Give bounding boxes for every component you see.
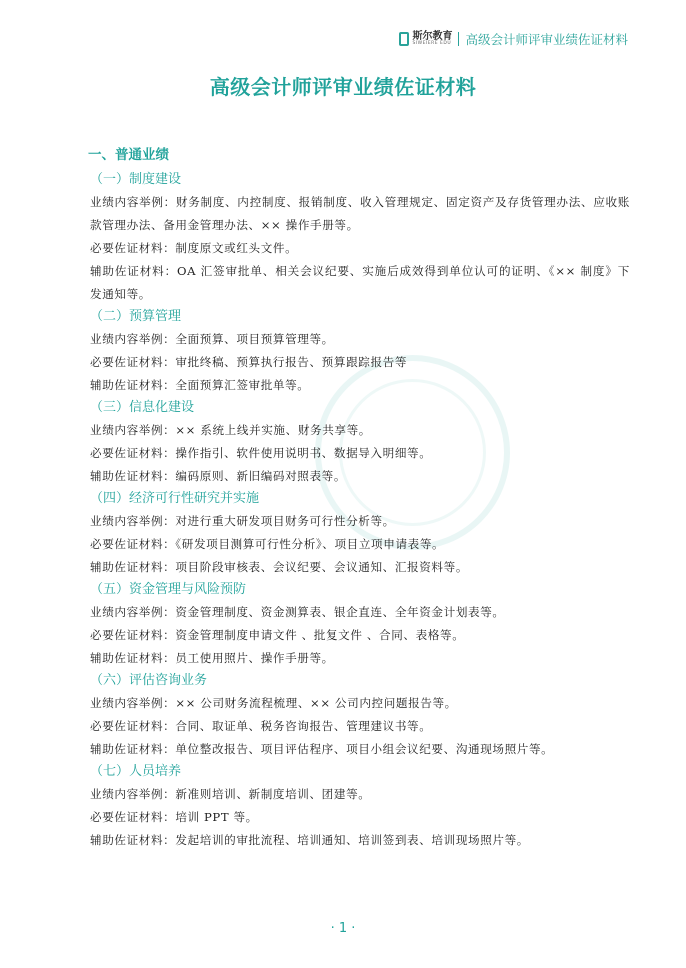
subsection-heading: （三）信息化建设 [90,400,195,415]
subsection-informatization [90,397,630,488]
subsection-consulting [90,670,630,761]
subsection-institution [90,169,630,306]
header-divider [458,32,459,46]
paragraph: 必要佐证材料：资金管理制度申请文件 、批复文件 、合同、表格等。 [90,628,465,642]
subsection-heading: （七）人员培养 [90,764,182,779]
page-number: · 1 · [330,921,356,936]
document-body [90,145,630,852]
brand-logo [399,32,452,47]
subsection-heading: （一）制度建设 [90,172,182,187]
subsection-training [90,761,630,852]
paragraph: 辅助佐证材料：OA 汇签审批单、相关会议纪要、实施后成效得到单位认可的证明、《×× 制度》下发通知等。 [90,264,630,301]
logo-subtitle: SIWEIERE EDU [412,40,452,46]
paragraph: 必要佐证材料：审批终稿、预算执行报告、预算跟踪报告等 [90,355,408,369]
header-title: 高级会计师评审业绩佐证材料 [465,32,628,47]
paragraph: 必要佐证材料：制度原文或红头文件。 [90,241,298,255]
paragraph: 业绩内容举例：财务制度、内控制度、报销制度、收入管理规定、固定资产及存货管理办法、应收账款管理办法、备用金管理办法、×× 操作手册等。 [90,195,630,232]
paragraph: 辅助佐证材料：发起培训的审批流程、培训通知、培训签到表、培训现场照片等。 [90,833,529,847]
paragraph: 辅助佐证材料：全面预算汇签审批单等。 [90,378,310,392]
paragraph: 辅助佐证材料：单位整改报告、项目评估程序、项目小组会议纪要、沟通现场照片等。 [90,742,554,756]
paragraph: 业绩内容举例：对进行重大研发项目财务可行性分析等。 [90,514,395,528]
paragraph: 业绩内容举例：全面预算、项目预算管理等。 [90,332,334,346]
subsection-heading: （四）经济可行性研究并实施 [90,491,260,506]
section-heading: 一、普通业绩 [88,147,169,163]
subsection-budget [90,306,630,397]
subsection-heading: （五）资金管理与风险预防 [90,582,247,597]
logo-icon [399,32,409,46]
subsection-heading: （二）预算管理 [90,309,182,324]
paragraph: 必要佐证材料：合同、取证单、税务咨询报告、管理建议书等。 [90,719,432,733]
paragraph: 辅助佐证材料：员工使用照片、操作手册等。 [90,651,334,665]
paragraph: 必要佐证材料：《研发项目测算可行性分析》、项目立项申请表等。 [90,537,445,551]
document-title: 高级会计师评审业绩佐证材料 [209,75,477,99]
logo-name: 斯尔教育 [412,30,453,42]
paragraph: 业绩内容举例：资金管理制度、资金测算表、银企直连、全年资金计划表等。 [90,605,505,619]
paragraph: 必要佐证材料：操作指引、软件使用说明书、数据导入明细等。 [90,446,432,460]
paragraph: 辅助佐证材料：编码原则、新旧编码对照表等。 [90,469,347,483]
subsection-heading: （六）评估咨询业务 [90,673,208,688]
paragraph: 业绩内容举例：×× 系统上线并实施、财务共享等。 [90,423,371,437]
paragraph: 业绩内容举例：×× 公司财务流程梳理、×× 公司内控问题报告等。 [90,696,457,710]
subsection-feasibility [90,488,630,579]
page-header [399,30,628,48]
subsection-funds [90,579,630,670]
paragraph: 业绩内容举例：新准则培训、新制度培训、团建等。 [90,787,371,801]
paragraph: 必要佐证材料：培训 PPT 等。 [90,810,258,824]
paragraph: 辅助佐证材料：项目阶段审核表、会议纪要、会议通知、汇报资料等。 [90,560,469,574]
